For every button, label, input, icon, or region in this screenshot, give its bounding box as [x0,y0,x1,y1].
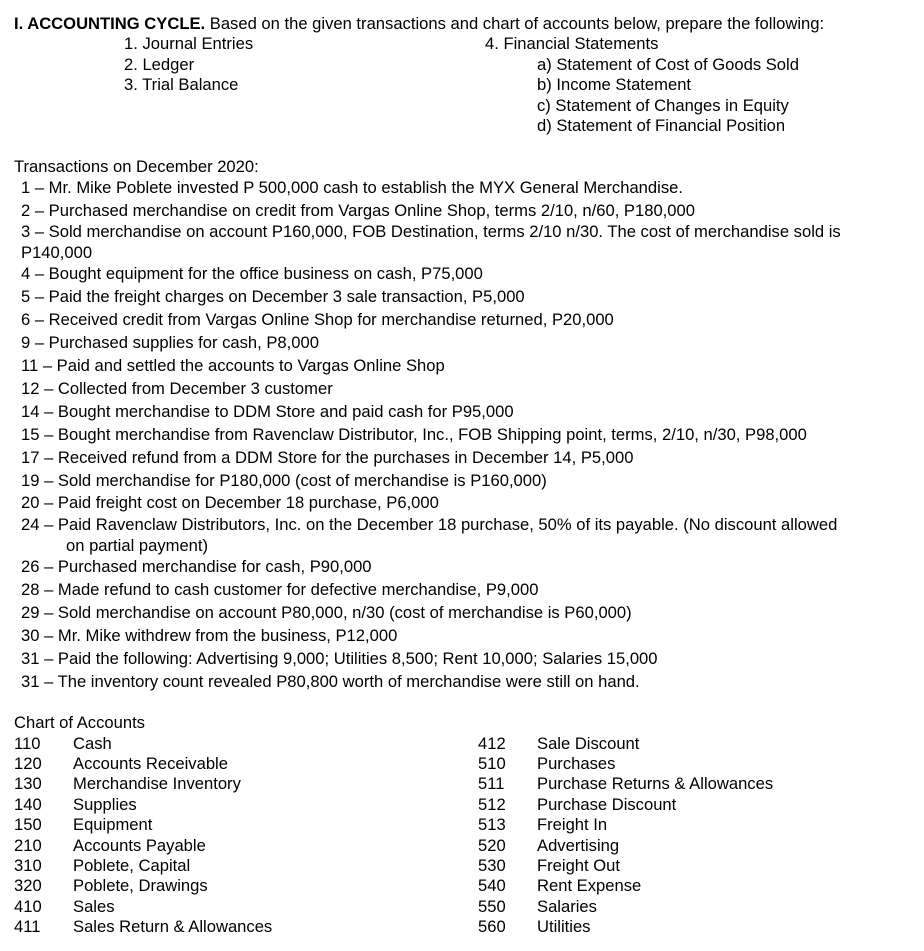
account-code: 130 [14,774,42,793]
transaction-item: 1 – Mr. Mike Poblete invested P 500,000 cash to establish the MYX General Merchandise. [21,178,683,197]
account-name: Freight In [537,815,608,834]
account-code: 540 [478,876,506,895]
account-name: Rent Expense [537,876,642,895]
statement-item: b) Income Statement [537,75,692,94]
account-code: 520 [478,836,506,855]
account-name: Salaries [537,897,597,916]
account-code: 560 [478,917,506,936]
task-item: 3. Trial Balance [124,75,239,94]
account-name: Merchandise Inventory [73,774,241,793]
transaction-item-continuation: on partial payment) [66,536,209,555]
transaction-item: 4 – Bought equipment for the office business on cash, P75,000 [21,264,483,283]
account-code: 512 [478,795,506,814]
statement-item: d) Statement of Financial Position [537,116,786,135]
account-code: 510 [478,754,506,773]
account-code: 120 [14,754,42,773]
transaction-item: 17 – Received refund from a DDM Store for the purchases in December 14, P5,000 [21,448,634,467]
account-code: 411 [14,917,41,936]
transaction-item: 19 – Sold merchandise for P180,000 (cost of merchandise is P160,000) [21,471,547,490]
transaction-item: 24 – Paid Ravenclaw Distributors, Inc. on the December 18 purchase, 50% of its payable. (No discount allowed [21,515,838,534]
account-name: Freight Out [537,856,621,875]
transaction-item: 14 – Bought merchandise to DDM Store and paid cash for P95,000 [21,402,514,421]
transaction-item: 3 – Sold merchandise on account P160,000, FOB Destination, terms 2/10 n/30. The cost of merchandise sold is [21,222,841,241]
transaction-item: 29 – Sold merchandise on account P80,000, n/30 (cost of merchandise is P60,000) [21,603,632,622]
account-name: Purchase Discount [537,795,677,814]
account-name: Accounts Payable [73,836,206,855]
account-code: 140 [14,795,42,814]
account-code: 150 [14,815,42,834]
account-code: 513 [478,815,506,834]
account-code: 410 [14,897,42,916]
account-name: Poblete, Capital [73,856,191,875]
account-code: 511 [478,774,505,793]
account-code: 210 [14,836,42,855]
transaction-item: 26 – Purchased merchandise for cash, P90,000 [21,557,372,576]
account-name: Advertising [537,836,620,855]
account-name: Utilities [537,917,591,936]
account-name: Purchases [537,754,616,773]
account-name: Cash [73,734,112,753]
account-code: 310 [14,856,42,875]
transaction-item: 20 – Paid freight cost on December 18 purchase, P6,000 [21,493,439,512]
title-instructions: Based on the given transactions and chart of accounts below, prepare the following: [205,14,825,33]
transactions-heading: Transactions on December 2020: [14,157,259,176]
account-code: 110 [14,734,41,753]
account-name: Accounts Receivable [73,754,228,773]
account-name: Equipment [73,815,153,834]
transaction-item-continuation: P140,000 [21,243,93,262]
financial-statements-heading: 4. Financial Statements [485,34,659,53]
transaction-item: 31 – The inventory count revealed P80,800 worth of merchandise were still on hand. [21,672,640,691]
page-title [14,14,824,34]
title-bold: I. ACCOUNTING CYCLE. [14,14,206,33]
account-code: 412 [478,734,506,753]
task-item: 1. Journal Entries [124,34,254,53]
account-code: 530 [478,856,506,875]
account-name: Poblete, Drawings [73,876,208,895]
transaction-item: 5 – Paid the freight charges on December 3 sale transaction, P5,000 [21,287,525,306]
chart-of-accounts-heading: Chart of Accounts [14,713,145,732]
statement-item: a) Statement of Cost of Goods Sold [537,55,799,74]
transaction-item: 11 – Paid and settled the accounts to Vargas Online Shop [21,356,445,375]
statement-item: c) Statement of Changes in Equity [537,96,789,115]
transaction-item: 30 – Mr. Mike withdrew from the business, P12,000 [21,626,398,645]
transaction-item: 9 – Purchased supplies for cash, P8,000 [21,333,319,352]
account-name: Supplies [73,795,137,814]
account-code: 550 [478,897,506,916]
account-code: 320 [14,876,42,895]
account-name: Purchase Returns & Allowances [537,774,774,793]
transaction-item: 12 – Collected from December 3 customer [21,379,333,398]
transaction-item: 15 – Bought merchandise from Ravenclaw Distributor, Inc., FOB Shipping point, terms, 2/10, n/30, P98,000 [21,425,807,444]
account-name: Sales Return & Allowances [73,917,273,936]
account-name: Sale Discount [537,734,640,753]
transaction-item: 28 – Made refund to cash customer for defective merchandise, P9,000 [21,580,539,599]
transaction-item: 2 – Purchased merchandise on credit from Vargas Online Shop, terms 2/10, n/60, P180,000 [21,201,695,220]
account-name: Sales [73,897,115,916]
transaction-item: 31 – Paid the following: Advertising 9,000; Utilities 8,500; Rent 10,000; Salaries 15,000 [21,649,658,668]
task-item: 2. Ledger [124,55,195,74]
transaction-item: 6 – Received credit from Vargas Online Shop for merchandise returned, P20,000 [21,310,614,329]
